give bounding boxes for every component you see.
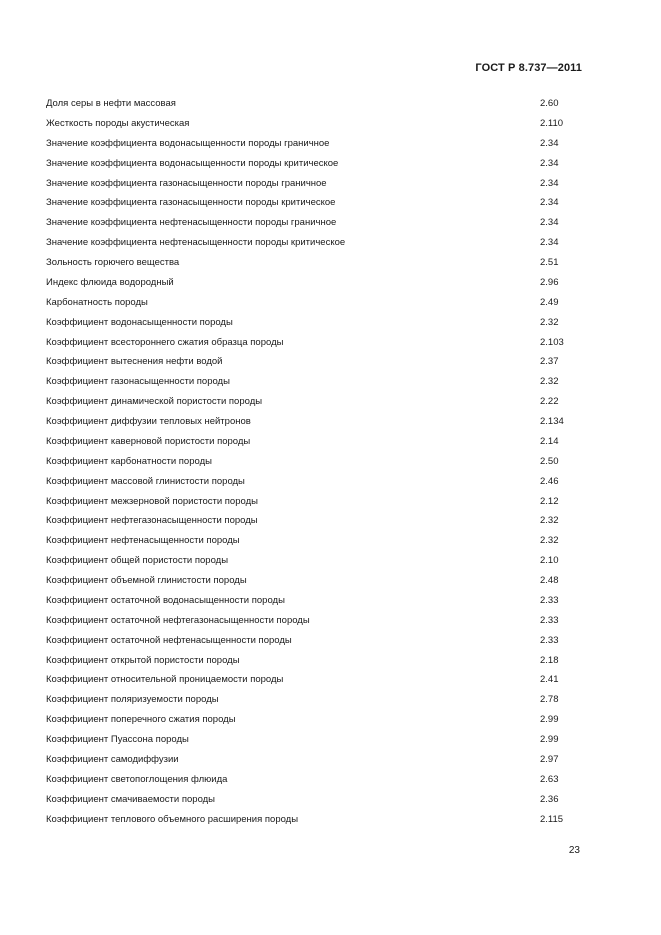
- index-row: [46, 514, 576, 534]
- index-row: [46, 117, 576, 137]
- index-ref: 2.34: [540, 237, 559, 249]
- index-row: [46, 673, 576, 693]
- document-code: ГОСТ Р 8.737—2011: [475, 62, 582, 74]
- index-row: [46, 157, 576, 177]
- index-term: Коэффициент массовой глинистости породы: [46, 475, 245, 487]
- index-ref: 2.34: [540, 217, 559, 229]
- index-term: Значение коэффициента нефтенасыщенности породы граничное: [46, 217, 337, 229]
- index-row: [46, 654, 576, 674]
- index-row: [46, 256, 576, 276]
- index-row: [46, 773, 576, 793]
- index-ref: 2.63: [540, 773, 559, 785]
- index-row: [46, 137, 576, 157]
- index-term: Значение коэффициента нефтенасыщенности породы критическое: [46, 237, 346, 249]
- index-ref: 2.41: [540, 674, 559, 686]
- index-term: Значение коэффициента газонасыщенности породы критическое: [46, 197, 336, 209]
- index-term: Коэффициент остаточной нефтегазонасыщенности породы: [46, 614, 310, 626]
- index-row: [46, 813, 576, 833]
- index-ref: 2.46: [540, 475, 559, 487]
- index-ref: 2.32: [540, 316, 559, 328]
- index-term: Коэффициент каверновой пористости породы: [46, 435, 251, 447]
- index-ref: 2.33: [540, 614, 559, 626]
- index-row: [46, 455, 576, 475]
- index-row: [46, 435, 576, 455]
- index-term: Значение коэффициента газонасыщенности породы граничное: [46, 177, 327, 189]
- index-term: Коэффициент нефтенасыщенности породы: [46, 535, 240, 547]
- page-number: 23: [568, 845, 580, 856]
- index-term: Карбонатность породы: [46, 296, 148, 308]
- index-term: Доля серы в нефти массовая: [46, 98, 176, 109]
- index-row: [46, 316, 576, 336]
- index-term: Значение коэффициента водонасыщенности породы граничное: [46, 137, 330, 149]
- index-ref: 2.36: [540, 793, 559, 805]
- index-row: [46, 495, 576, 515]
- index-ref: 2.32: [540, 535, 559, 547]
- index-ref: 2.34: [540, 157, 559, 169]
- index-term: Коэффициент теплового объемного расширения породы: [46, 813, 299, 825]
- index-ref: 2.51: [540, 257, 559, 268]
- index-row: [46, 97, 576, 117]
- index-row: [46, 216, 576, 236]
- index-ref: 2.99: [540, 714, 559, 726]
- index-ref: 2.33: [540, 634, 559, 646]
- index-row: [46, 276, 576, 296]
- index-term: Коэффициент поперечного сжатия породы: [46, 714, 236, 726]
- index-row: [46, 236, 576, 256]
- index-ref: 2.10: [540, 555, 559, 567]
- index-term: Коэффициент остаточной водонасыщенности породы: [46, 594, 285, 606]
- index-row: [46, 693, 576, 713]
- index-row: [46, 574, 576, 594]
- index-ref: 2.96: [540, 276, 559, 288]
- index-term: Коэффициент водонасыщенности породы: [46, 316, 233, 328]
- index-term: Коэффициент карбонатности породы: [46, 455, 212, 467]
- index-ref: 2.34: [540, 197, 559, 209]
- index-ref: 2.32: [540, 515, 559, 527]
- index-row: [46, 177, 576, 197]
- index-ref: 2.48: [540, 575, 559, 586]
- index-ref: 2.110: [540, 117, 564, 129]
- index-ref: 2.18: [540, 654, 559, 666]
- index-ref: 2.22: [540, 396, 559, 408]
- index-term: Зольность горючего вещества: [46, 257, 180, 268]
- index-ref: 2.14: [540, 435, 559, 447]
- index-term: Коэффициент общей пористости породы: [46, 555, 229, 567]
- index-ref: 2.32: [540, 376, 559, 388]
- index-ref: 2.37: [540, 356, 559, 368]
- index-term: Коэффициент межзерновой пористости породы: [46, 495, 258, 507]
- index-term: Коэффициент диффузии тепловых нейтронов: [46, 416, 251, 427]
- index-row: [46, 336, 576, 356]
- index-row: [46, 296, 576, 316]
- index-row: [46, 355, 576, 375]
- index-ref: 2.99: [540, 734, 559, 745]
- index-term: Значение коэффициента водонасыщенности породы критическое: [46, 157, 339, 169]
- index-term: Индекс флюида водородный: [46, 276, 174, 288]
- index-ref: 2.78: [540, 694, 559, 706]
- index-term: Коэффициент самодиффузии: [46, 753, 179, 765]
- index-term: Коэффициент Пуассона породы: [46, 734, 189, 745]
- index-term: Коэффициент открытой пористости породы: [46, 654, 240, 666]
- index-term: Жесткость породы акустическая: [46, 117, 190, 129]
- index-row: [46, 375, 576, 395]
- index-row: [46, 733, 576, 753]
- index-term: Коэффициент динамической пористости породы: [46, 396, 263, 408]
- index-term: Коэффициент газонасыщенности породы: [46, 376, 230, 388]
- index-ref: 2.33: [540, 594, 559, 606]
- index-term: Коэффициент остаточной нефтенасыщенности породы: [46, 634, 292, 646]
- index-ref: 2.97: [540, 753, 559, 765]
- index-term: Коэффициент светопоглощения флюида: [46, 773, 228, 785]
- index-ref: 2.34: [540, 177, 559, 189]
- index-row: [46, 395, 576, 415]
- index-row: [46, 634, 576, 654]
- index-row: [46, 554, 576, 574]
- index-term: Коэффициент нефтегазонасыщенности породы: [46, 515, 258, 527]
- index-ref: 2.12: [540, 495, 559, 507]
- index-row: [46, 594, 576, 614]
- term-index-list: [46, 97, 576, 832]
- index-row: [46, 475, 576, 495]
- index-term: Коэффициент смачиваемости породы: [46, 793, 216, 805]
- index-term: Коэффициент объемной глинистости породы: [46, 575, 247, 586]
- index-row: [46, 713, 576, 733]
- index-ref: 2.60: [540, 98, 559, 109]
- index-ref: 2.50: [540, 455, 559, 467]
- index-ref: 2.103: [540, 336, 564, 348]
- index-term: Коэффициент всестороннего сжатия образца породы: [46, 336, 284, 348]
- index-ref: 2.49: [540, 296, 559, 308]
- index-row: [46, 753, 576, 773]
- index-row: [46, 793, 576, 813]
- index-row: [46, 415, 576, 435]
- index-term: Коэффициент относительной проницаемости породы: [46, 674, 284, 686]
- index-row: [46, 196, 576, 216]
- index-ref: 2.134: [540, 416, 564, 427]
- index-row: [46, 534, 576, 554]
- index-ref: 2.115: [540, 813, 564, 825]
- index-term: Коэффициент поляризуемости породы: [46, 694, 219, 706]
- index-row: [46, 614, 576, 634]
- index-ref: 2.34: [540, 137, 559, 149]
- index-term: Коэффициент вытеснения нефти водой: [46, 356, 223, 368]
